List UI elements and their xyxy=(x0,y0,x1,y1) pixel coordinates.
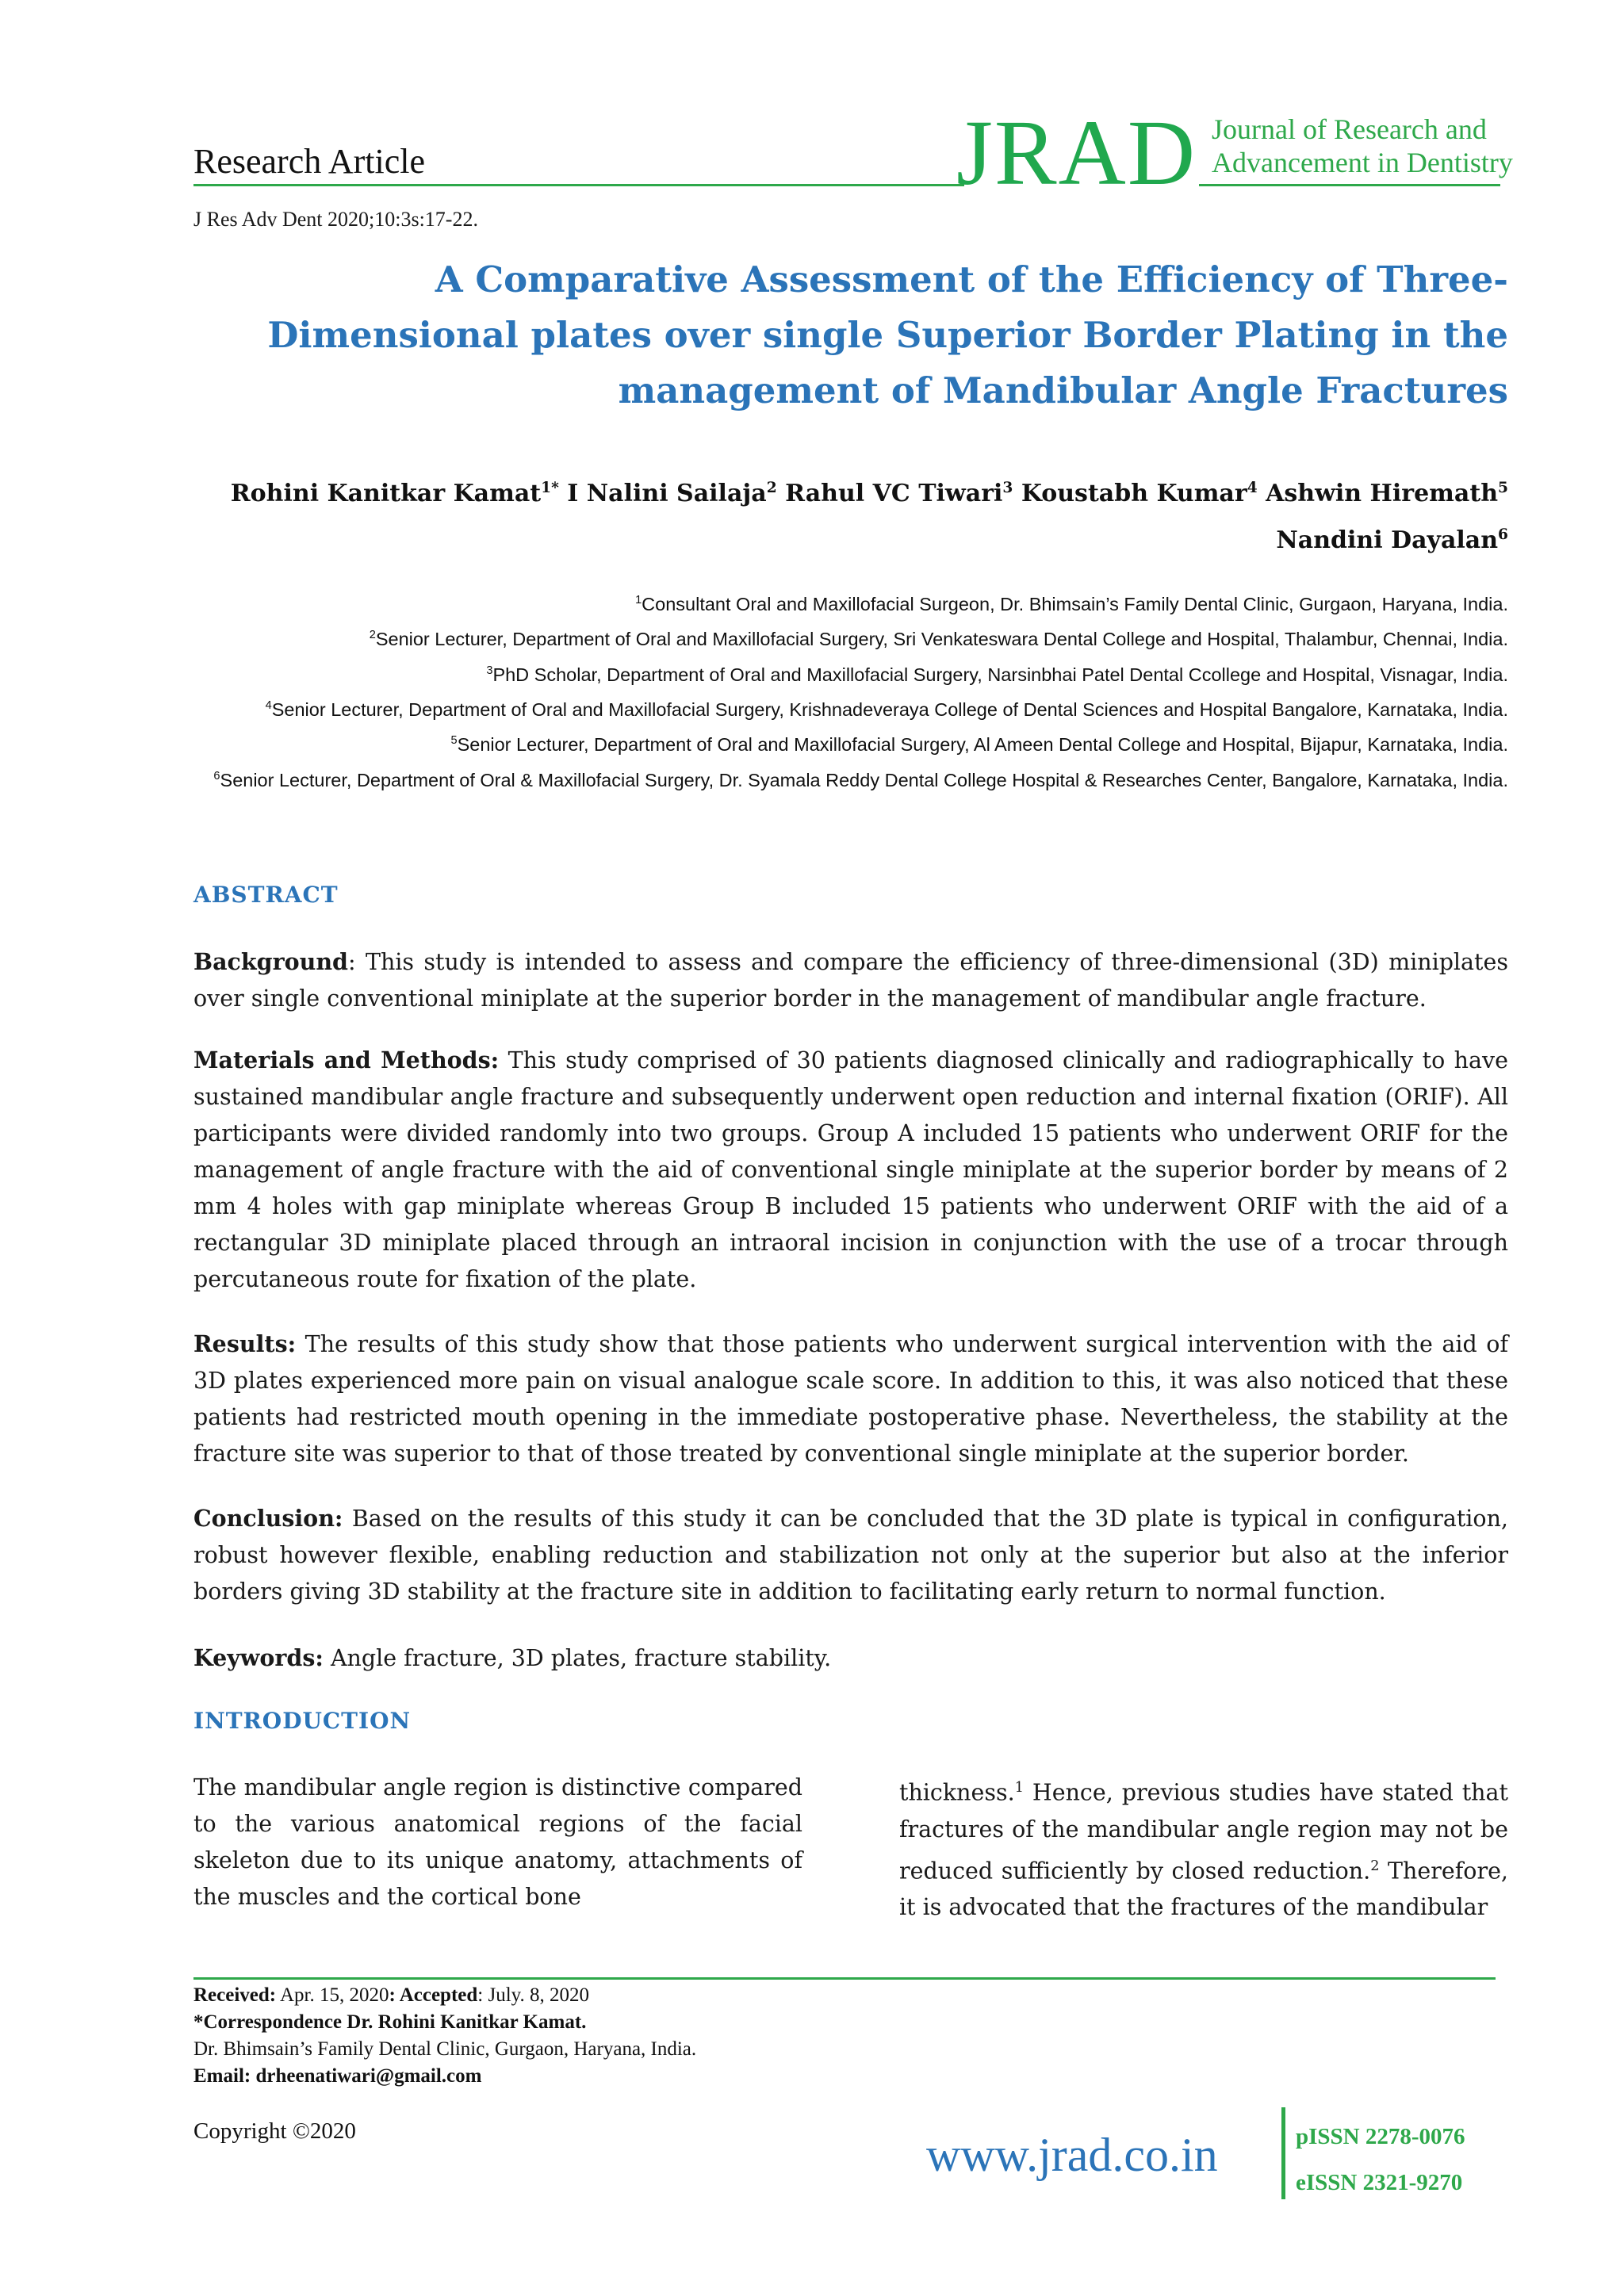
intro-text: thickness. xyxy=(899,1779,1015,1806)
article-type-label: Research Article xyxy=(193,142,425,181)
affiliation-item xyxy=(159,725,1508,760)
header-rule xyxy=(193,184,964,186)
author-mark: 5 xyxy=(1498,480,1508,496)
footer-rule xyxy=(193,1977,1496,1980)
author-name: I Nalini Sailaja xyxy=(567,480,767,507)
author-mark: 2 xyxy=(766,480,777,496)
affiliation-item xyxy=(159,656,1508,691)
dates-line xyxy=(193,1982,696,2009)
accepted-label: : Accepted xyxy=(389,1984,478,2006)
email-text[interactable]: Email: drheenatiwari@gmail.com xyxy=(193,2065,482,2087)
affiliation-text: Senior Lecturer, Department of Oral and Maxillofacial Surgery, Sri Venkateswara Dental College and Hospital, Thalambur, Chennai, India. xyxy=(375,629,1508,650)
affiliation-item xyxy=(159,620,1508,655)
citation: J Res Adv Dent 2020;10:3s:17-22. xyxy=(193,208,478,231)
abstract-heading: ABSTRACT xyxy=(193,882,339,908)
title-line-2: Dimensional plates over single Superior Border Plating in the xyxy=(267,314,1508,356)
copyright: Copyright ©2020 xyxy=(193,2118,356,2144)
affiliation-text: Senior Lecturer, Department of Oral and Maxillofacial Surgery, Al Ameen Dental College and Hospital, Bijapur, Karnataka, India. xyxy=(457,734,1508,756)
author-name: Rahul VC Tiwari xyxy=(785,480,1003,507)
correspondence-label: *Correspondence Dr. Rohini Kanitkar Kamat. xyxy=(193,2011,587,2033)
methods-text: This study comprised of 30 patients diagnosed clinically and radiographically to have sustained mandibular angle fracture and subsequently underwent open reduction and internal fixation (ORIF). All participants were divided randomly into two groups. Group A included 15 patients who underwent ORIF for the management of angle fracture with the aid of conventional single miniplate at the superior border by means of 2 mm 4 holes with gap miniplate whereas Group B included 15 patients who underwent ORIF with the aid of a rectangular 3D miniplate placed through an intraoral incision in conjunction with the use of a trocar through percutaneous route for fixation of the plate. xyxy=(193,1047,1508,1292)
journal-name-line1: Journal of Research and xyxy=(1212,113,1487,145)
background-label: Background xyxy=(193,948,348,975)
journal-name xyxy=(1212,113,1513,179)
affiliation-mark: 2 xyxy=(369,629,376,642)
issn-divider xyxy=(1281,2107,1285,2199)
journal-logo: JRAD xyxy=(956,101,1197,205)
affiliation-text: Senior Lecturer, Department of Oral and Maxillofacial Surgery, Krishnadeveraya College of Dental Sciences and Hospital Bangalore, Karnataka, India. xyxy=(271,698,1508,720)
citation-ref[interactable]: 2 xyxy=(1370,1858,1380,1874)
author-name: Rohini Kanitkar Kamat xyxy=(230,480,542,507)
introduction-heading: INTRODUCTION xyxy=(193,1708,412,1734)
keywords-label: Keywords: xyxy=(193,1644,324,1671)
intro-text: Hence, previous studies have stated that fractures of the mandibular angle region may not be reduced sufficiently by closed reduction. xyxy=(899,1779,1508,1884)
intro-text: Therefore, it is advocated that the fractures of the mandibular xyxy=(899,1858,1508,1920)
author-name: Nandini Dayalan xyxy=(1276,526,1499,554)
abstract-results xyxy=(193,1326,1508,1472)
affiliation-item xyxy=(159,761,1508,796)
author-list xyxy=(159,468,1508,561)
pissn: pISSN 2278-0076 xyxy=(1296,2124,1465,2149)
correspondence-line xyxy=(193,2009,696,2036)
address-line: Dr. Bhimsain’s Family Dental Clinic, Gurgaon, Haryana, India. xyxy=(193,2038,697,2060)
author-name: Koustabh Kumar xyxy=(1021,480,1247,507)
conclusion-text: Based on the results of this study it can be concluded that the 3D plate is typical in configuration, robust however flexible, enabling reduction and stabilization not only at the superior but also at the inferior borders giving 3D stability at the fracture site in addition to facilitating early return to normal function. xyxy=(193,1506,1508,1605)
title-line-3: management of Mandibular Angle Fractures xyxy=(618,369,1508,411)
journal-name-line2: Advancement in Dentistry xyxy=(1212,147,1513,178)
issn-block xyxy=(1296,2114,1465,2206)
author-mark: 1* xyxy=(541,480,559,496)
affiliation-list xyxy=(159,585,1508,796)
affiliation-item xyxy=(159,691,1508,725)
keywords-text: Angle fracture, 3D plates, fracture stability. xyxy=(323,1645,832,1671)
affiliation-mark: 5 xyxy=(450,734,458,748)
email-line xyxy=(193,2063,696,2090)
affiliation-item xyxy=(159,585,1508,620)
affiliation-text: Consultant Oral and Maxillofacial Surgeon, Dr. Bhimsain’s Family Dental Clinic, Gurgaon, Haryana, India. xyxy=(642,593,1508,614)
conclusion-label: Conclusion: xyxy=(193,1505,343,1532)
affiliation-mark: 6 xyxy=(213,769,220,783)
results-text: The results of this study show that those patients who underwent surgical intervention with the aid of 3D plates experienced more pain on visual analogue scale score. In addition to this, it was also noticed that these patients had restricted mouth opening in the immediate postoperative phase. Nevertheless, the stability at the fracture site was superior to that of those treated by conventional single miniplate at the superior border. xyxy=(193,1331,1508,1467)
abstract-keywords xyxy=(193,1640,1508,1677)
introduction-column-left: The mandibular angle region is distinctive compared to the various anatomical regions of the facial skeleton due to its unique anatomy, attachments of the muscles and the cortical bone xyxy=(193,1774,802,1910)
author-mark: 4 xyxy=(1247,480,1258,496)
affiliation-text: Senior Lecturer, Department of Oral & Maxillofacial Surgery, Dr. Syamala Reddy Dental College Hospital & Researches Center, Bangalore, Karnataka, India. xyxy=(220,769,1508,790)
affiliation-text: PhD Scholar, Department of Oral and Maxillofacial Surgery, Narsinbhai Patel Dental Ccollege and Hospital, Visnagar, India. xyxy=(492,664,1508,685)
author-mark: 3 xyxy=(1002,480,1013,496)
journal-name-rule xyxy=(1199,184,1500,186)
author-name: Ashwin Hiremath xyxy=(1266,480,1499,507)
abstract-conclusion xyxy=(193,1500,1508,1610)
author-mark: 6 xyxy=(1498,526,1508,543)
eissn: eISSN 2321-9270 xyxy=(1296,2170,1463,2195)
affiliation-mark: 3 xyxy=(486,664,493,677)
affiliation-mark: 1 xyxy=(635,594,642,607)
abstract-background xyxy=(193,943,1508,1017)
results-label: Results: xyxy=(193,1330,297,1357)
introduction-column-right xyxy=(899,1770,1508,1926)
website-link[interactable]: www.jrad.co.in xyxy=(926,2129,1218,2181)
citation-ref[interactable]: 1 xyxy=(1014,1780,1024,1796)
received-date: Apr. 15, 2020 xyxy=(276,1984,389,2006)
background-text: : This study is intended to assess and compare the efficiency of three-dimensional (3D) miniplates over single conventional miniplate at the superior border in the management of mandibular angle fracture. xyxy=(193,949,1508,1012)
title-line-1: A Comparative Assessment of the Efficiency of Three- xyxy=(435,258,1508,300)
article-footnotes xyxy=(193,1982,696,2090)
paper-title xyxy=(238,252,1508,419)
abstract-methods xyxy=(193,1042,1508,1298)
methods-label: Materials and Methods: xyxy=(193,1047,500,1073)
affiliation-mark: 4 xyxy=(265,698,272,712)
accepted-date: : July. 8, 2020 xyxy=(477,1984,590,2006)
received-label: Received: xyxy=(193,1984,277,2006)
